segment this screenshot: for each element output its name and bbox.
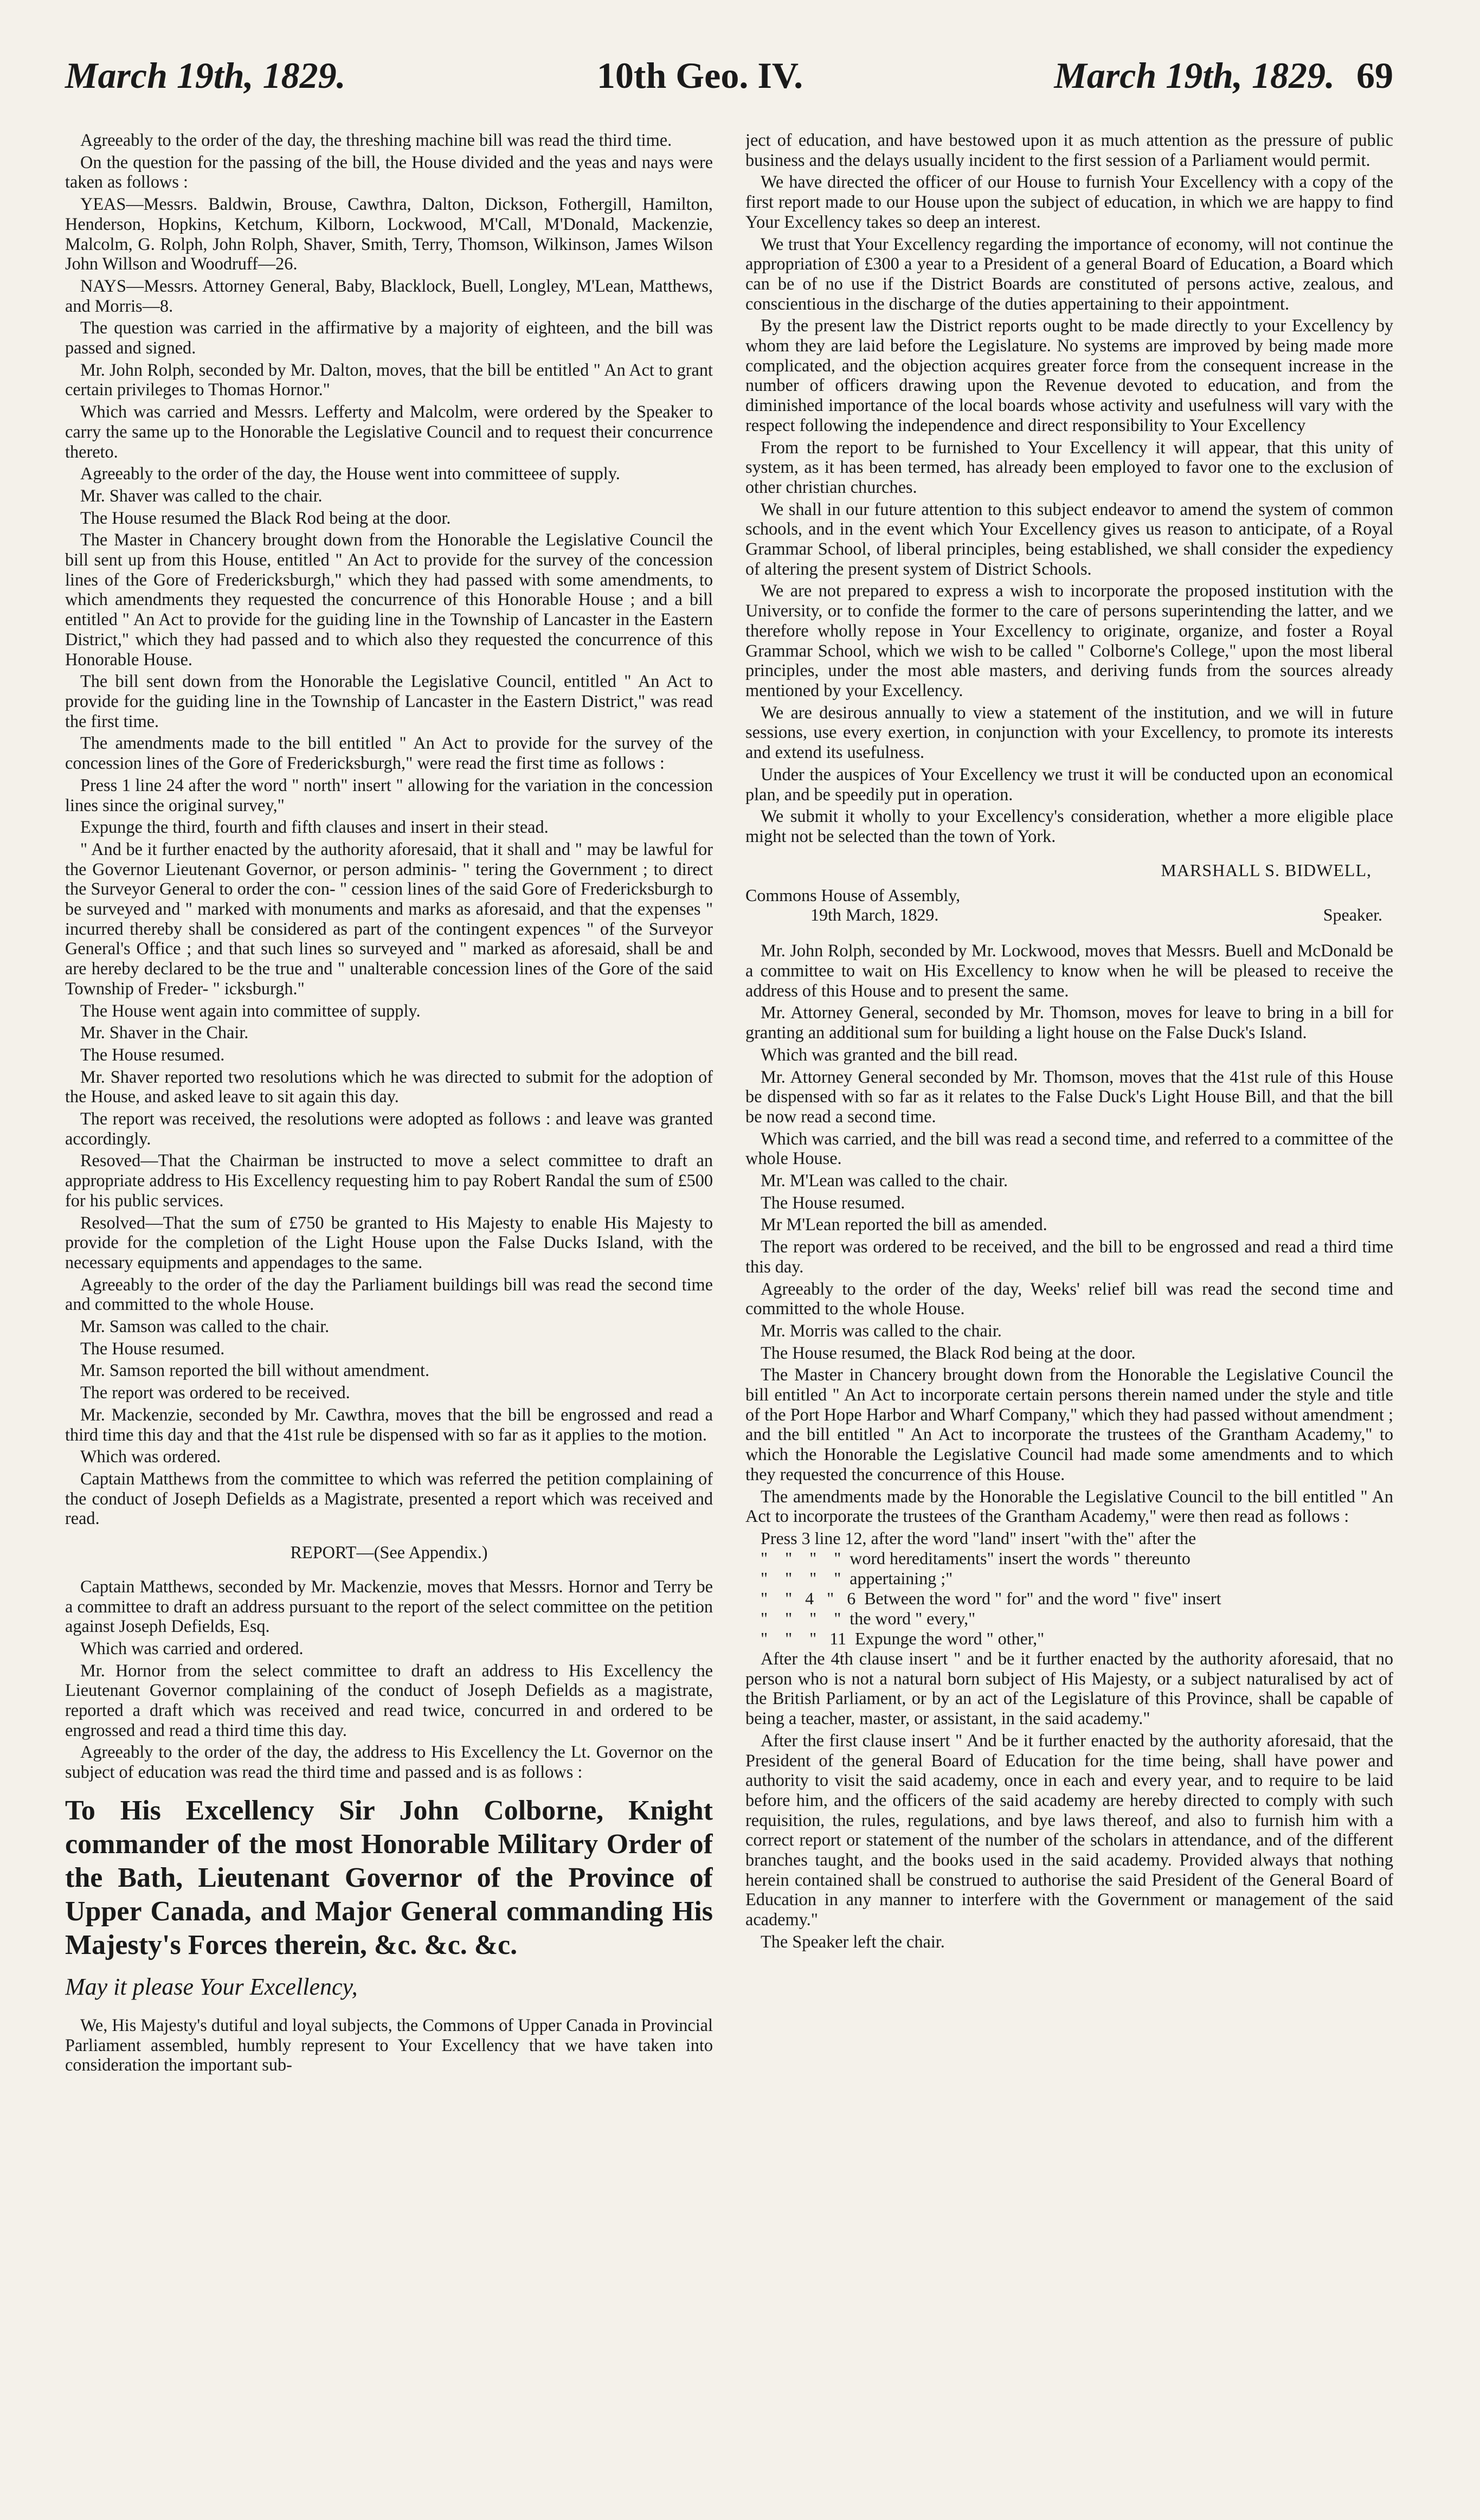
amendment-line: " " " " word hereditaments" insert the words " thereunto (761, 1548, 1191, 1568)
paragraph: Mr M'Lean reported the bill as amended. (761, 1214, 1047, 1235)
paragraph: Which was ordered. (80, 1447, 221, 1467)
paragraph: After the first clause insert " And be it further enacted by the authority aforesaid, that the President of the general Board of Education for the time being, shall have power and authority to visit the said academy, once in each and every year, and to require to be laid before him, and the officers of the said academy are hereby directed to comply with such requisition, the rules, regulations, and bye laws thereof, and also to furnish him with a correct report or statement of the number of the scholars in attendance, and of the different branches taught, and the books used in the said academy. Provided always that nothing herein contained shall be construed to authorise the said President of the General Board of Education in any manner to interfere with the Government or management of the said academy." (745, 1730, 1393, 1930)
right-column (745, 130, 1393, 2451)
signature: MARSHALL S. BIDWELL, (1161, 860, 1372, 880)
paragraph: Mr. Samson was called to the chair. (80, 1316, 330, 1336)
paragraph: The Master in Chancery brought down from the Honorable the Legislative Council the bill sent up from this House, entitled " An Act to provide for the survey of the concession lines of the Gore of Fredericksburgh," which they had passed with some amendments, to which amendments they requested the concurrence of this Honorable House ; and a bill entitled " An Act to provide for the guiding line in the Township of Lancaster in the Eastern District," which they had passed and to which also they requested the concurrence of this Honorable House. (65, 530, 713, 669)
paragraph: The question was carried in the affirmative by a majority of eighteen, and the bill was passed and signed. (65, 318, 713, 358)
header-regnal-year: 10th Geo. IV. (596, 55, 803, 96)
paragraph: We are desirous annually to view a statement of the institution, and we will in future sessions, use every exertion, in conjunction with your Excellency, to promote its interests and extend its usefulness. (745, 702, 1393, 762)
paragraph: Mr. Shaver reported two resolutions which he was directed to submit for the adoption of the House, and asked leave to sit again this day. (65, 1066, 713, 1107)
paragraph: The bill sent down from the Honorable the Legislative Council, entitled " An Act to provide for the guiding line in the Township of Lancaster in the Eastern District," was read the first time. (65, 671, 713, 731)
page-number: 69 (1356, 55, 1393, 96)
paragraph: The amendments made to the bill entitled " An Act to provide for the survey of the concession lines of the Gore of Fredericksburgh," were read the first time as follows : (65, 733, 713, 773)
page-header (65, 54, 1393, 125)
paragraph: The Speaker left the chair. (761, 1931, 945, 1951)
paragraph: We have directed the officer of our House to furnish Your Excellency with a copy of the first report made to our House upon the subject of education, in which we are happy to find Your Excellency takes so deep an interest. (745, 172, 1393, 232)
paragraph: Agreeably to the order of the day, the threshing machine bill was read the third time. (80, 130, 672, 150)
paragraph: Mr. Attorney General, seconded by Mr. Thomson, moves for leave to bring in a bill for granting an additional sum for building a light house on the False Duck's Island. (745, 1002, 1393, 1043)
paragraph: Mr. Samson reported the bill without amendment. (80, 1360, 430, 1380)
signature-block (745, 885, 1382, 924)
paragraph: The report was ordered to be received. (80, 1383, 350, 1403)
resolution: Resoved—That the Chairman be instructed to move a select committee to draft an appropriate address to His Excellency requesting him to pay Robert Randal the sum of £500 for his public services. (65, 1150, 713, 1210)
paragraph: Under the auspices of Your Excellency we trust it will be conducted upon an economical plan, and be speedily put in operation. (745, 764, 1393, 804)
paragraph: Captain Matthews from the committee to which was referred the petition complaining of the conduct of Joseph Defields as a Magistrate, presented a report which was received and read. (65, 1469, 713, 1528)
paragraph: The House resumed the Black Rod being at the door. (80, 507, 451, 528)
paragraph: By the present law the District reports ought to be made directly to your Excellency by whom they are laid before the Legislature. No systems are improved by being made more complicated, and the objection acquires greater force from the consequent increase in the number of officers drawing upon the Revenue devoted to education, and from the diminished importance of the local boards whose activity and usefulness will vary with the respect following the independence and direct responsibility to Your Excellency (745, 316, 1393, 435)
paragraph: ject of education, and have bestowed upon it as much attention as the pressure of public business and the delays usually incident to the first session of a Parliament would permit. (745, 130, 1393, 170)
quoted-clause: " And be it further enacted by the authority aforesaid, that it shall and " may be lawful for the Governor Lieutenant Governor, or person adminis- " tering the Government ; to direct the Surveyor General to order the con- " cession lines of the said Gore of Fredericksburgh to be surveyed and " marked with monuments and marks as aforesaid, and that the expenses " incurred thereby shall be considered as part of the contingent expences " of the Surveyor General's Office ; and that such lines so surveyed and " marked as aforesaid, shall be and are hereby declared to be the true and " unalterable concession lines of the Gore of the said Township of Freder- " icksburgh." (65, 839, 713, 998)
signature-date: 19th March, 1829. (810, 905, 939, 925)
paragraph: Mr. Attorney General seconded by Mr. Thomson, moves that the 41st rule of this House be dispensed with so far as it relates to the False Duck's Light House Bill, and that the bill be now read a second time. (745, 1066, 1393, 1126)
paragraph: Which was carried and ordered. (80, 1638, 304, 1658)
paragraph: We are not prepared to express a wish to incorporate the proposed institution with the University, or to confide the former to the care of persons superintending the latter, and we therefore wholly repose in Your Excellency to originate, organize, and foster a Royal Grammar School, which we wish to be called " Colborne's College," upon the most liberal principles, under the most able masters, and deriving funds from the sources already mentioned by your Excellency. (745, 581, 1393, 700)
paragraph: Agreeably to the order of the day, the House went into committeee of supply. (80, 464, 620, 484)
paragraph: Mr. M'Lean was called to the chair. (761, 1171, 1008, 1191)
paragraph: Which was carried and Messrs. Lefferty and Malcolm, were ordered by the Speaker to carry the same up to the Honorable the Legislative Council and to request their concurrence thereto. (65, 402, 713, 461)
paragraph: Mr. John Rolph, seconded by Mr. Dalton, moves, that the bill be entitled " An Act to grant certain privileges to Thomas Hornor." (65, 359, 713, 400)
paragraph: Which was granted and the bill read. (761, 1044, 1018, 1064)
paragraph: The House resumed. (761, 1192, 905, 1212)
header-date-right: March 19th, 1829. 69 (1054, 55, 1393, 96)
paragraph: Mr. Mackenzie, seconded by Mr. Cawthra, moves that the bill be engrossed and read a third time this day and that the 41st rule be dispensed with so far as it applies to the motion. (65, 1404, 713, 1444)
amendment-line: " " " " the word " every," (761, 1609, 976, 1628)
paragraph: The House went again into committee of supply. (80, 1000, 421, 1020)
paragraph: From the report to be furnished to Your Excellency it will appear, that this unity of system, as it has been termed, has already been employed to favor one to the exclusion of other christian churches. (745, 437, 1393, 497)
signature-role: Speaker. (1323, 905, 1382, 925)
paragraph: Agreeably to the order of the day, Weeks' relief bill was read the second time and committed to the whole House. (745, 1278, 1393, 1319)
left-column (65, 130, 713, 2451)
paragraph: Mr. Shaver in the Chair. (80, 1023, 249, 1043)
paragraph: Press 1 line 24 after the word " north" insert " allowing for the variation in the concession lines since the original survey," (65, 775, 713, 815)
paragraph: Captain Matthews, seconded by Mr. Mackenzie, moves that Messrs. Hornor and Terry be a committee to draft an address pursuant to the report of the select committee on the petition against Joseph Defields, Esq. (65, 1576, 713, 1636)
paragraph: We submit it wholly to your Excellency's consideration, whether a more eligible place might not be selected than the town of York. (745, 806, 1393, 846)
amendment-line: " " " " appertaining ;" (761, 1568, 953, 1588)
paragraph: Mr. Morris was called to the chair. (761, 1320, 1002, 1340)
paragraph: The House resumed. (80, 1044, 225, 1064)
paragraph: Mr. Shaver was called to the chair. (80, 485, 323, 505)
amendment-line: " " 4 " 6 Between the word " for" and the word " five" insert (761, 1589, 1221, 1608)
paragraph: The House resumed. (80, 1338, 225, 1358)
amendment-line: Press 3 line 12, after the word "land" insert "with the" after the (761, 1528, 1196, 1548)
paragraph: Agreeably to the order of the day the Parliament buildings bill was read the second time and committed to the whole House. (65, 1274, 713, 1314)
paragraph: We shall in our future attention to this subject endeavor to amend the system of common schools, and in the event which Your Excellency gives us reason to anticipate, of a Royal Grammar School, of liberal principles, being established, we shall consider the expediency of altering the present system of District Schools. (745, 499, 1393, 578)
paragraph: The amendments made by the Honorable the Legislative Council to the bill entitled " An Act to incorporate the trustees of the Grantham Academy," were then read as follows : (745, 1486, 1393, 1526)
report-heading: REPORT—(See Appendix.) (290, 1542, 488, 1563)
paragraph: Agreeably to the order of the day, the address to His Excellency the Lt. Governor on the subject of education was read the third time and passed and is as follows : (65, 1742, 713, 1782)
amendment-line: " " " 11 Expunge the word " other," (761, 1629, 1045, 1648)
paragraph: Which was carried, and the bill was read a second time, and referred to a committee of the whole House. (745, 1128, 1393, 1168)
paragraph: The report was ordered to be received, and the bill to be engrossed and read a third time this day. (745, 1237, 1393, 1276)
paragraph: The Master in Chancery brought down from the Honorable the Legislative Council the bill entitled " An Act to incorporate certain persons therein named under the style and title of the Port Hope Harbor and Wharf Company," which they had passed without amendment ; and the bill entitled " An Act to incorporate the trustees of the Grantham Academy," to which the Honorable the Legislative Council had made some amendments and to which they requested the concurrence of this House. (745, 1365, 1393, 1484)
paragraph: On the question for the passing of the bill, the House divided and the yeas and nays were taken as follows : (65, 152, 713, 192)
paragraph: NAYS—Messrs. Attorney General, Baby, Blacklock, Buell, Longley, M'Lean, Matthews, and Morris—8. (65, 275, 713, 316)
paragraph: After the 4th clause insert " and be it further enacted by the authority aforesaid, that no person who is not a natural born subject of His Majesty, or a subject naturalised by act of the British Parliament, or by an act of the Legislature of this Province, shall be capable of being a teacher, master, or assistant, in the said academy." (745, 1649, 1393, 1728)
resolution: Resolved—That the sum of £750 be granted to His Majesty to enable His Majesty to provide for the completion of the Light House upon the False Ducks Island, with the necessary equipments and appendages to the same. (65, 1212, 713, 1272)
paragraph: YEAS—Messrs. Baldwin, Brouse, Cawthra, Dalton, Dickson, Fothergill, Hamilton, Henderson, Hopkins, Ketchum, Kilborn, Lockwood, M'Call, M'Donald, Mackenzie, Malcolm, G. Rolph, John Rolph, Shaver, Smith, Terry, Thomson, Wilkinson, James Wilson John Willson and Woodruff—26. (65, 194, 713, 274)
paragraph: Mr. Hornor from the select committee to draft an address to His Excellency the Lieutenant Governor complaining of the conduct of Joseph Defields as a magistrate, reported a draft which was received and read twice, concurred in and ordered to be engrossed and read a third time this day. (65, 1660, 713, 1740)
paragraph: We trust that Your Excellency regarding the importance of economy, will not continue the appropriation of £300 a year to a President of a general Board of Education, a Board which can be of no use if the District Boards are constituted of persons active, zealous, and conscientious in the discharge of the duties appertaining to their appointment. (745, 234, 1393, 313)
address-title: To His Excellency Sir John Colborne, Knight commander of the most Honorable Military Order of the Bath, Lieutenant Governor of the Province of Upper Canada, and Major General commanding His Majesty's Forces therein, &c. &c. &c. (65, 1795, 713, 1960)
salutation: May it please Your Excellency, (65, 1973, 358, 2000)
paragraph: The report was received, the resolutions were adopted as follows : and leave was granted accordingly. (65, 1109, 713, 1148)
paragraph: Mr. John Rolph, seconded by Mr. Lockwood, moves that Messrs. Buell and McDonald be a committee to wait on His Excellency to know when he will be pleased to receive the address of this House and to present the same. (745, 941, 1393, 1000)
signature-place-date (745, 885, 1096, 924)
header-date-left: March 19th, 1829. (65, 55, 346, 96)
signature-place: Commons House of Assembly, (745, 885, 961, 905)
paragraph: The House resumed, the Black Rod being at the door. (761, 1342, 1136, 1362)
paragraph: We, His Majesty's dutiful and loyal subjects, the Commons of Upper Canada in Provincial Parliament assembled, humbly represent to Your Excellency that we have taken into consideration the important sub- (65, 2015, 713, 2075)
paragraph: Expunge the third, fourth and fifth clauses and insert in their stead. (80, 817, 549, 837)
